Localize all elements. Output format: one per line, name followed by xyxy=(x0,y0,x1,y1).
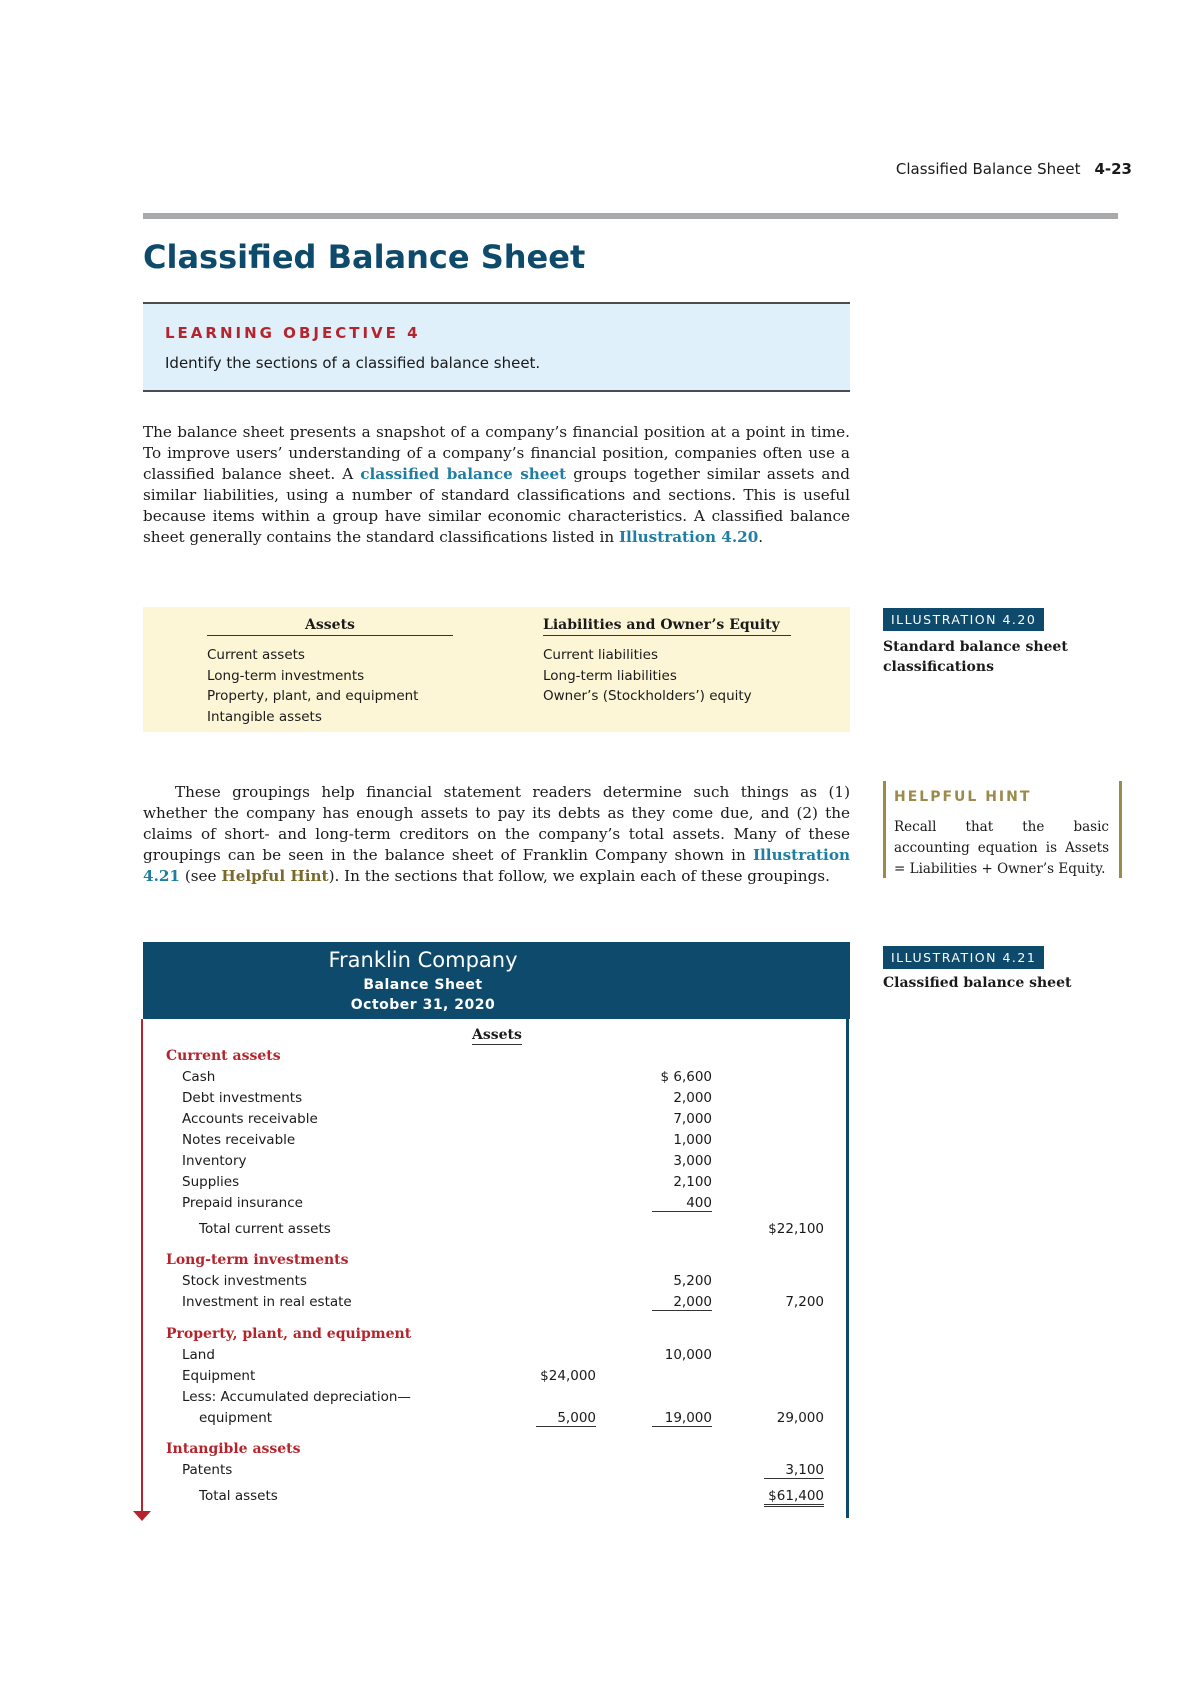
statement-header xyxy=(143,942,850,1019)
para1-text-b: groups together similar assets and similar liabilities, using a number of standard classifications and sections. This is useful because items within a group have similar economic characteristics. A classified balance sheet generally contains the standard classifications listed in xyxy=(143,465,850,546)
para1-text-c: . xyxy=(758,528,764,546)
table-row-label: Supplies xyxy=(182,1174,240,1190)
table-row-label: Cash xyxy=(182,1069,216,1085)
table-row-value: 3,000 xyxy=(673,1153,712,1169)
table-row-value: 2,100 xyxy=(673,1174,712,1190)
para2-text-a: These groupings help financial statement readers determine such things as (1) whether the company has enough assets to pay its debts as they come due, and (2) the claims of short- and long-term creditors on the company’s total assets. Many of these groupings can be seen in the balance sheet of Franklin Company shown in xyxy=(143,783,850,864)
list-item: Intangible assets xyxy=(207,708,322,725)
table-row-value: 400 xyxy=(652,1195,712,1212)
para2-text-b: (see xyxy=(180,867,222,885)
para2-text-c: ). In the sections that follow, we explain each of these groupings. xyxy=(328,867,830,885)
table-row-label: equipment xyxy=(199,1410,273,1426)
list-item: Owner’s (Stockholders’) equity xyxy=(543,688,752,704)
statement-company-name: Franklin Company xyxy=(328,948,518,972)
para1-text-a: The balance sheet presents a snapshot of a company’s financial position at a point in time. To improve users’ understanding of a company’s financial position, companies often use a classified balance sheet. A xyxy=(143,423,850,483)
helpful-hint-link[interactable]: Helpful Hint xyxy=(221,867,329,885)
statement-name: Balance Sheet xyxy=(363,977,483,993)
ppe-heading: Property, plant, and equipment xyxy=(166,1326,412,1342)
running-header xyxy=(0,160,1132,178)
helpful-hint-label: HELPFUL HINT xyxy=(894,789,1032,805)
table-row-label: Inventory xyxy=(182,1153,247,1169)
key-term: classified balance sheet xyxy=(360,465,567,483)
assets-column-heading: Assets xyxy=(207,617,453,636)
header-rule xyxy=(143,213,1118,219)
table-row-label: Patents xyxy=(182,1462,233,1478)
total-current-assets-value: $22,100 xyxy=(768,1221,824,1237)
table-row-label: Stock investments xyxy=(182,1273,307,1289)
continuation-arrow-icon xyxy=(133,1511,151,1521)
list-item: Current assets xyxy=(207,647,305,663)
helpful-hint-text: Recall that the basic accounting equation is Assets = Liabilities + Owner’s Equity. xyxy=(894,819,1109,877)
table-row-value: 7,000 xyxy=(673,1111,712,1127)
statement-assets-caption: Assets xyxy=(472,1027,522,1043)
illustration-421-badge: ILLUSTRATION 4.21 xyxy=(883,946,1044,969)
current-assets-heading: Current assets xyxy=(166,1048,281,1064)
learning-objective-label: LEARNING OBJECTIVE 4 xyxy=(165,324,421,342)
table-row-total: 3,100 xyxy=(764,1462,824,1479)
standard-classifications-table xyxy=(143,607,850,732)
table-row-total: 29,000 xyxy=(776,1410,824,1426)
table-row-label: Notes receivable xyxy=(182,1132,296,1148)
illustration-420-caption: Standard balance sheet classifications xyxy=(883,639,1068,675)
table-row-label: Accounts receivable xyxy=(182,1111,318,1127)
illustration-421-link[interactable]: Illustration 4.21 xyxy=(143,846,850,885)
total-current-assets-label: Total current assets xyxy=(199,1221,331,1237)
liabilities-column-heading: Liabilities and Owner’s Equity xyxy=(543,617,791,636)
table-row-label: Equipment xyxy=(182,1368,256,1384)
table-row-value: $ 6,600 xyxy=(660,1069,712,1085)
learning-objective-box xyxy=(143,302,850,392)
table-row-value: 5,200 xyxy=(673,1273,712,1289)
illustration-421-caption: Classified balance sheet xyxy=(883,975,1072,991)
table-row-value: $24,000 xyxy=(540,1368,596,1384)
table-row-total: 7,200 xyxy=(785,1294,824,1310)
table-row-value: 19,000 xyxy=(652,1410,712,1427)
total-assets-value: $61,400 xyxy=(764,1488,824,1507)
table-row-label: Less: Accumulated depreciation— xyxy=(182,1389,411,1405)
table-row-label: Land xyxy=(182,1347,215,1363)
list-item: Current liabilities xyxy=(543,647,658,663)
statement-date: October 31, 2020 xyxy=(350,997,496,1013)
table-row-value: 2,000 xyxy=(652,1294,712,1311)
table-row-label: Investment in real estate xyxy=(182,1294,352,1310)
total-assets-label: Total assets xyxy=(199,1488,278,1504)
illustration-420-badge: ILLUSTRATION 4.20 xyxy=(883,608,1044,631)
continuation-arrow-line xyxy=(141,1019,143,1511)
running-header-section: Classified Balance Sheet xyxy=(895,160,1081,178)
assets-classification-list xyxy=(207,645,418,727)
list-item: Long-term liabilities xyxy=(543,667,677,684)
groupings-paragraph xyxy=(143,782,850,887)
illustration-420-link[interactable]: Illustration 4.20 xyxy=(618,528,759,546)
list-item: Long-term investments xyxy=(207,667,365,684)
liabilities-classification-list xyxy=(543,645,752,707)
table-row-value: 5,000 xyxy=(536,1410,596,1427)
intro-paragraph xyxy=(143,422,850,548)
table-row-label: Prepaid insurance xyxy=(182,1195,303,1211)
table-row-value: 2,000 xyxy=(673,1090,712,1106)
learning-objective-text: Identify the sections of a classified balance sheet. xyxy=(165,354,541,372)
intangible-assets-heading: Intangible assets xyxy=(166,1441,301,1457)
section-title: Classified Balance Sheet xyxy=(143,238,586,276)
helpful-hint-box xyxy=(883,781,1122,878)
table-row-label: Debt investments xyxy=(182,1090,303,1106)
page-number: 4-23 xyxy=(1094,160,1132,178)
list-item: Property, plant, and equipment xyxy=(207,688,419,704)
table-row-value: 10,000 xyxy=(664,1347,712,1363)
statement-right-border xyxy=(846,1019,849,1518)
table-row-value: 1,000 xyxy=(673,1132,712,1148)
long-term-investments-heading: Long-term investments xyxy=(166,1252,349,1268)
